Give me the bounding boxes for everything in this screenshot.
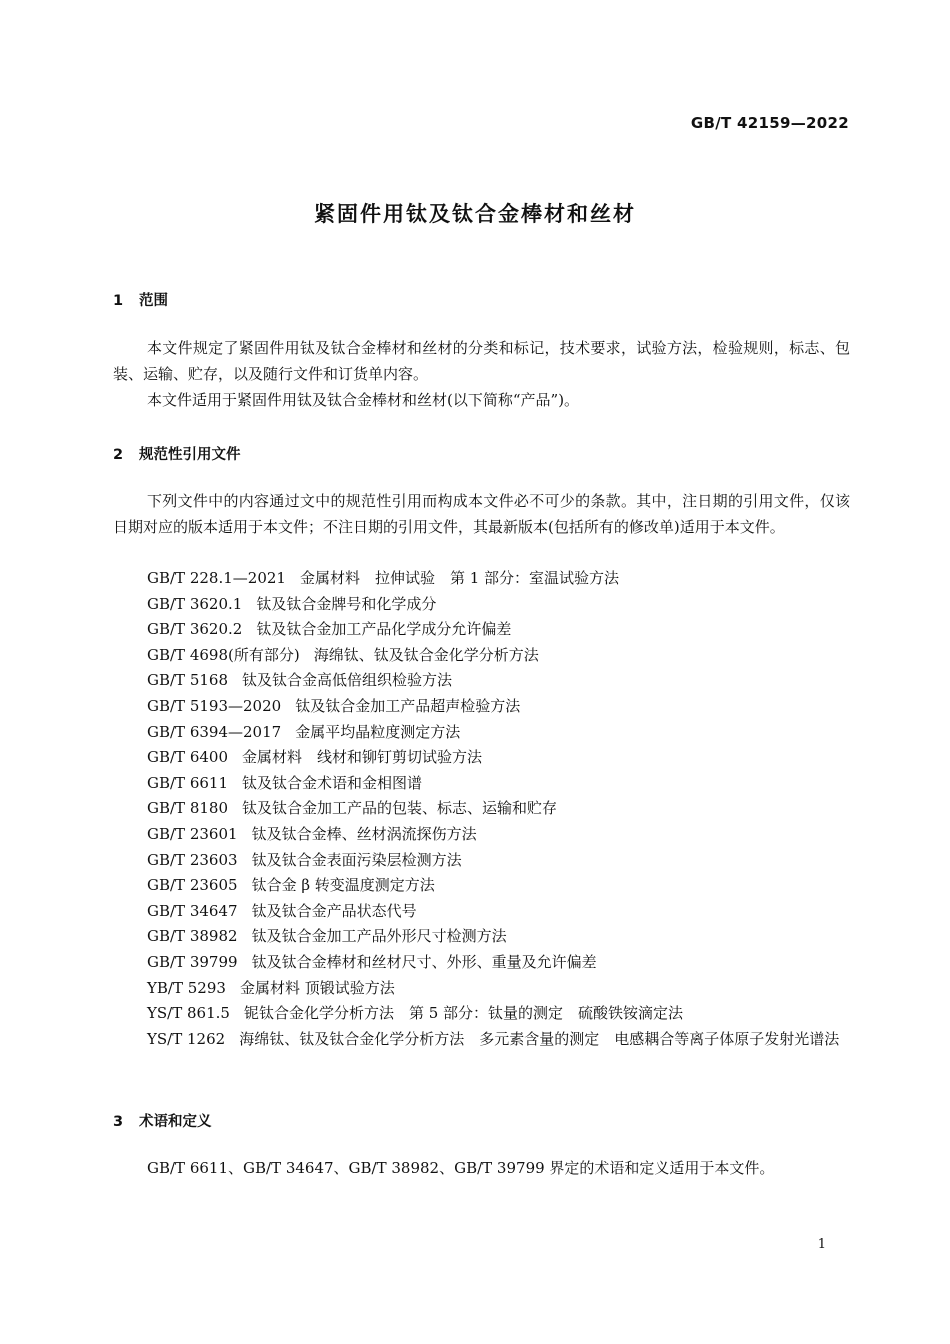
reference-item [113,668,850,694]
reference-title: 海绵钛、钛及钛合金化学分析方法 [313,645,539,664]
reference-code: GB/T 23601 [147,824,238,843]
reference-title: 钛及钛合金棒材和丝材尺寸、外形、重量及允许偏差 [251,952,597,971]
reference-title: 钛及钛合金棒、丝材涡流探伤方法 [251,824,477,843]
paragraph: GB/T 6611、GB/T 34647、GB/T 38982、GB/T 39799 界定的术语和定义适用于本文件。 [147,1159,775,1177]
reference-code: GB/T 5168 [147,671,229,690]
reference-item [113,899,850,925]
reference-code: GB/T 6394—2017 [147,722,282,741]
reference-title: 钛及钛合金术语和金相图谱 [242,773,423,792]
section-title: 术语和定义 [139,1114,212,1130]
section-3-heading [113,1110,212,1131]
reference-code: GB/T 5193—2020 [147,696,282,715]
reference-code: GB/T 4698(所有部分) [147,645,300,664]
reference-code: YS/T 1262 [147,1029,226,1048]
reference-code: GB/T 6400 [147,748,229,767]
paragraph: 本文件适用于紧固件用钛及钛合金棒材和丝材(以下简称“产品”)。 [147,391,580,409]
section-number: 3 [113,1114,124,1130]
section-number: 2 [113,447,124,463]
standard-number: GB/T 42159—2022 [690,114,849,132]
reference-item [113,976,850,1002]
reference-title: 海绵钛、钛及钛合金化学分析方法 多元素含量的测定 电感耦合等离子体原子发射光谱法 [239,1029,840,1048]
reference-code: GB/T 34647 [147,901,238,920]
paragraph: 下列文件中的内容通过文中的规范性引用而构成本文件必不可少的条款。其中，注日期的引用文件，仅该日期对应的版本适用于本文件；不注日期的引用文件，其最新版本(包括所有的修改单)适用于本文件。 [113,492,850,536]
reference-title: 钛及钛合金加工产品化学成分允许偏差 [256,620,512,639]
reference-item [113,720,850,746]
reference-code: GB/T 23603 [147,850,238,869]
reference-title: 铌钛合金化学分析方法 第 5 部分：钛量的测定 硫酸铁铵滴定法 [243,1004,684,1023]
reference-item [113,924,850,950]
reference-code: GB/T 38982 [147,927,238,946]
section-number: 1 [113,293,124,309]
reference-title: 金属材料 顶锻试验方法 [239,978,395,997]
section-title: 范围 [139,293,168,309]
reference-item [113,771,850,797]
reference-code: GB/T 228.1—2021 [147,569,286,587]
page-number: 1 [817,1237,826,1252]
reference-title: 钛及钛合金产品状态代号 [251,901,417,920]
reference-title: 钛及钛合金加工产品的包装、标志、运输和贮存 [242,799,558,818]
reference-item [113,873,850,899]
reference-item [113,822,850,848]
reference-code: GB/T 3620.1 [147,594,243,613]
reference-code: GB/T 39799 [147,952,238,971]
reference-code: GB/T 3620.2 [147,620,243,639]
reference-item [113,617,850,643]
reference-title: 钛及钛合金加工产品外形尺寸检测方法 [251,927,507,946]
section-title: 规范性引用文件 [139,447,241,463]
reference-title: 钛及钛合金表面污染层检测方法 [251,850,462,869]
reference-code: GB/T 23605 [147,876,238,895]
reference-item [113,1001,850,1027]
reference-title: 钛及钛合金牌号和化学成分 [256,594,437,613]
reference-item [113,950,850,976]
reference-title: 金属材料 拉伸试验 第 1 部分：室温试验方法 [299,569,620,587]
reference-title: 金属材料 线材和铆钉剪切试验方法 [242,748,483,767]
reference-code: YB/T 5293 [147,978,226,997]
paragraph: 本文件规定了紧固件用钛及钛合金棒材和丝材的分类和标记，技术要求，试验方法，检验规则，标志、包装、运输、贮存，以及随行文件和订货单内容。 [113,339,850,383]
reference-title: 钛及钛合金加工产品超声检验方法 [295,696,521,715]
normative-references-list [113,566,850,1052]
reference-item [113,694,850,720]
section-2-heading [113,443,241,464]
reference-title: 钛合金 β 转变温度测定方法 [251,876,435,895]
reference-code: YS/T 861.5 [147,1004,230,1023]
section-1-heading [113,289,168,310]
reference-item [113,592,850,618]
reference-code: GB/T 6611 [147,773,229,792]
reference-item [113,1027,850,1053]
reference-item [113,643,850,669]
reference-item [113,745,850,771]
reference-code: GB/T 8180 [147,799,229,818]
reference-title: 金属平均晶粒度测定方法 [295,722,461,741]
document-title: 紧固件用钛及钛合金棒材和丝材 [314,202,636,226]
reference-item [113,796,850,822]
reference-title: 钛及钛合金高低倍组织检验方法 [242,671,453,690]
reference-item [113,848,850,874]
reference-item [113,566,850,592]
